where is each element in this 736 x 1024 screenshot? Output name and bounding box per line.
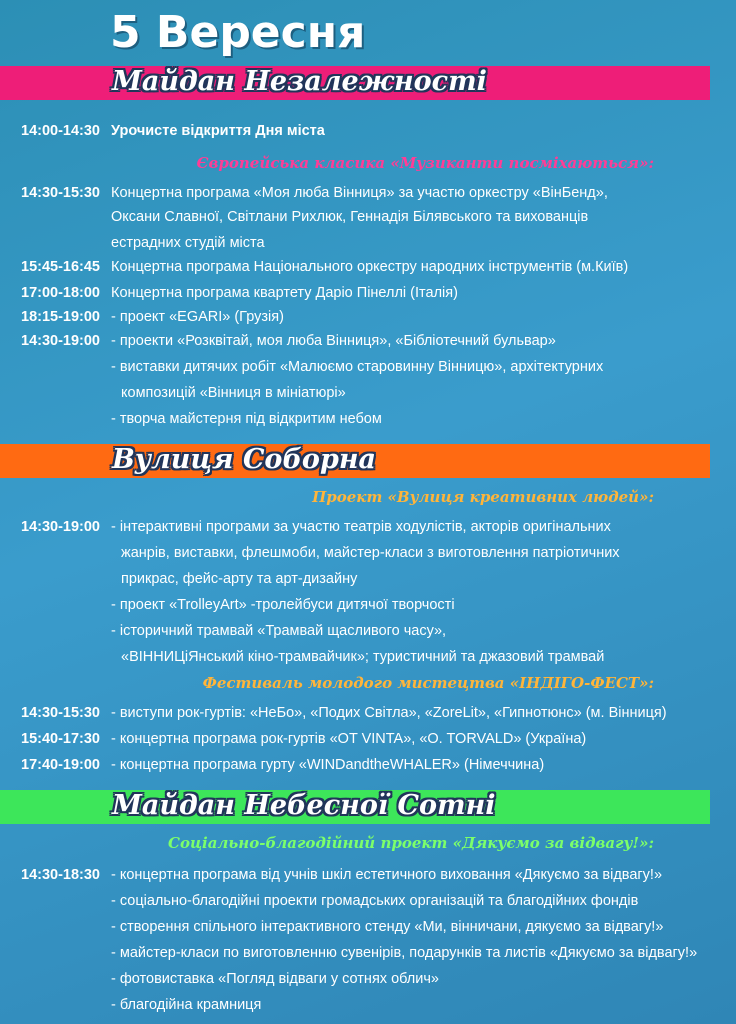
event-text: естрадних студій міста [111,235,265,251]
event-text: - концертна програма від учнів шкіл естетичного виховання «Дякуємо за відвагу!» [111,867,663,883]
event-text: «ВІННИЦіЯнський кіно-трамвайчик»; туристичний та джазовий трамвай [121,649,605,665]
time: 14:30-19:00 [21,333,100,349]
subtitle-creative-street: Проект «Вулиця креативних людей»: [312,488,654,506]
event-text: - концертна програма рок-гуртів «OT VINTA», «O. TORVALD» (Україна) [111,731,587,747]
event-text: жанрів, виставки, флешмоби, майстер-класи з виготовлення патріотичних [121,545,620,561]
event-text: - виступи рок-гуртів: «НеБо», «Подих Світла», «ZoreLit», «Гипнотюнс» (м. Вінниця) [111,705,667,721]
event-text: прикрас, фейс-арту та арт-дизайну [121,571,358,587]
subtitle-indigo-fest: Фестиваль молодого мистецтва «ІНДІГО-ФЕСТ»: [202,674,654,692]
time: 14:30-19:00 [21,519,100,535]
event-text: - історичний трамвай «Трамвай щасливого часу», [111,623,447,639]
event-text: - творча майстерня під відкритим небом [111,411,382,427]
event-text: Оксани Славної, Світлани Рихлюк, Геннадія Білявського та вихованців [111,209,589,225]
time: 14:30-18:30 [21,867,100,883]
event-text: Урочисте відкриття Дня міста [111,123,325,139]
event-text: - благодійна крамниця [111,997,262,1013]
event-text: композицій «Вінниця в мініатюрі» [121,385,346,401]
section-title: Майдан Незалежності [112,66,487,97]
event-text: Концертна програма Національного оркестру народних інструментів (м.Київ) [111,259,629,275]
event-text: - виставки дитячих робіт «Малюємо старовинну Вінницю», архітектурних [111,359,604,375]
event-text: - створення спільного інтерактивного стенду «Ми, вінничани, дякуємо за відвагу!» [111,919,664,935]
time: 18:15-19:00 [21,309,100,325]
time: 15:45-16:45 [21,259,100,275]
event-text: - майстер-класи по виготовленню сувенірів, подарунків та листів «Дякуємо за відвагу!» [111,945,698,961]
subtitle-thanks-for-courage: Соціально-благодійний проект «Дякуємо за відвагу!»: [168,834,654,852]
subtitle-european-classic: Європейська класика «Музиканти посміхаються»: [196,154,654,172]
event-text: - концертна програма гурту «WINDandtheWHALER» (Німеччина) [111,757,545,773]
event-text: - проект «EGARI» (Грузія) [111,309,284,325]
time: 15:40-17:30 [21,731,100,747]
section-title: Майдан Небесної Сотні [112,790,496,821]
time: 17:40-19:00 [21,757,100,773]
time: 17:00-18:00 [21,285,100,301]
event-text: - соціально-благодійні проекти громадських організацій та благодійних фондів [111,893,639,909]
section-title: Вулиця Соборна [112,444,377,475]
event-text: - інтерактивні програми за участю театрів ходулістів, акторів оригінальних [111,519,611,535]
date-heading: 5 Вересня [110,7,366,58]
event-text: Концертна програма «Моя люба Вінниця» за участю оркестру «ВінБенд», [111,185,608,201]
event-text: - проекти «Розквітай, моя люба Вінниця», «Бібліотечний бульвар» [111,333,556,349]
event-text: - фотовиставка «Погляд відваги у сотнях облич» [111,971,439,987]
time: 14:00-14:30 [21,123,100,139]
time: 14:30-15:30 [21,185,100,201]
time: 14:30-15:30 [21,705,100,721]
event-text: Концертна програма квартету Даріо Пінеллі (Італія) [111,285,458,301]
event-text: - проект «TrolleyArt» -тролейбуси дитячої творчості [111,597,455,613]
